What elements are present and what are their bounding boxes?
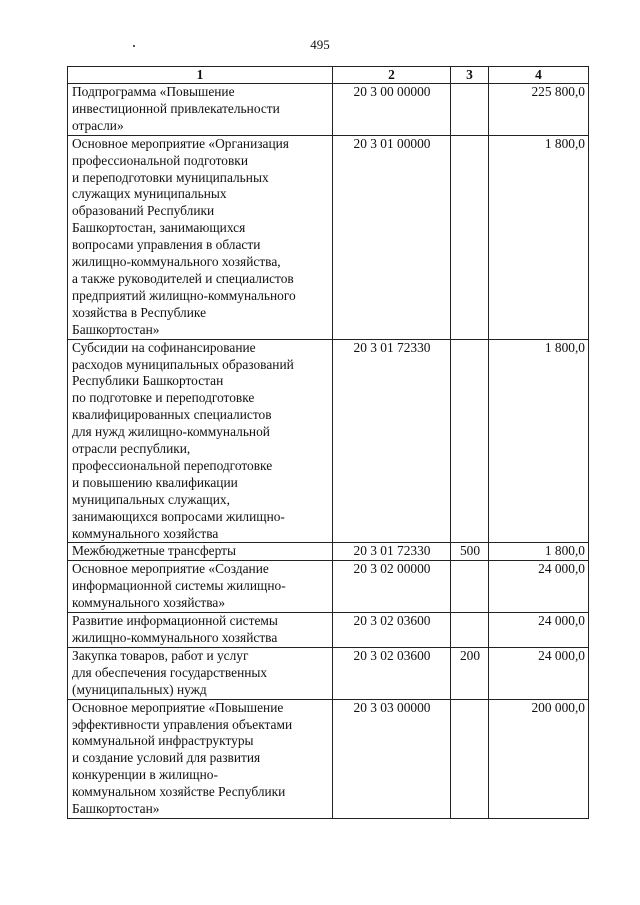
page-number: 495 <box>310 37 330 52</box>
row-name: Подпрограмма «Повышение инвестиционной привлекательности отрасли» <box>68 84 333 136</box>
row-code: 20 3 03 00000 <box>333 699 451 818</box>
row-expense-type: 200 <box>451 647 489 699</box>
row-code: 20 3 00 00000 <box>333 84 451 136</box>
row-expense-type <box>451 613 489 648</box>
row-amount: 1 800,0 <box>489 135 589 339</box>
scan-speck <box>133 45 135 47</box>
row-code: 20 3 02 00000 <box>333 561 451 613</box>
row-code: 20 3 02 03600 <box>333 613 451 648</box>
table-row <box>68 647 589 699</box>
row-code: 20 3 01 72330 <box>333 543 451 561</box>
header-col-1: 1 <box>68 67 333 84</box>
table-row <box>68 543 589 561</box>
header-col-4: 4 <box>489 67 589 84</box>
row-name: Субсидии на софинансирование расходов муниципальных образований Республики Башкортостан по подготовке и переподготовке квалифицированных специалистов для нужд жилищно-коммунальной отрасли республики, профессиональной переподготовке и повышению квалификации муниципальных служащих, занимающихся вопросами жилищно- коммунального хозяйства <box>68 339 333 543</box>
row-amount: 24 000,0 <box>489 561 589 613</box>
table-row <box>68 339 589 543</box>
row-expense-type <box>451 699 489 818</box>
row-amount: 200 000,0 <box>489 699 589 818</box>
row-name: Основное мероприятие «Повышение эффективности управления объектами коммунальной инфраструктуры и создание условий для развития конкуренции в жилищно- коммунальном хозяйстве Республики Башкортостан» <box>68 699 333 818</box>
header-col-2: 2 <box>333 67 451 84</box>
row-expense-type <box>451 84 489 136</box>
row-code: 20 3 02 03600 <box>333 647 451 699</box>
table-row <box>68 135 589 339</box>
budget-table <box>67 66 589 819</box>
row-amount: 1 800,0 <box>489 339 589 543</box>
table-row <box>68 613 589 648</box>
header-col-3: 3 <box>451 67 489 84</box>
header-row <box>68 67 589 84</box>
table-row <box>68 561 589 613</box>
row-expense-type <box>451 339 489 543</box>
row-code: 20 3 01 00000 <box>333 135 451 339</box>
table-row <box>68 84 589 136</box>
row-name: Основное мероприятие «Создание информационной системы жилищно- коммунального хозяйства» <box>68 561 333 613</box>
table-body <box>68 84 589 819</box>
row-expense-type <box>451 561 489 613</box>
row-expense-type: 500 <box>451 543 489 561</box>
row-amount: 24 000,0 <box>489 613 589 648</box>
table-row <box>68 699 589 818</box>
row-code: 20 3 01 72330 <box>333 339 451 543</box>
row-amount: 24 000,0 <box>489 647 589 699</box>
row-name: Развитие информационной системы жилищно-коммунального хозяйства <box>68 613 333 648</box>
row-name: Закупка товаров, работ и услуг для обеспечения государственных (муниципальных) нужд <box>68 647 333 699</box>
row-amount: 225 800,0 <box>489 84 589 136</box>
table-header <box>68 67 589 84</box>
row-name: Межбюджетные трансферты <box>68 543 333 561</box>
row-expense-type <box>451 135 489 339</box>
row-name: Основное мероприятие «Организация профессиональной подготовки и переподготовки муниципальных служащих муниципальных образований Республики Башкортостан, занимающихся вопросами управления в области жилищно-коммунального хозяйства, а также руководителей и специалистов предприятий жилищно-коммунального хозяйства в Республике Башкортостан» <box>68 135 333 339</box>
row-amount: 1 800,0 <box>489 543 589 561</box>
